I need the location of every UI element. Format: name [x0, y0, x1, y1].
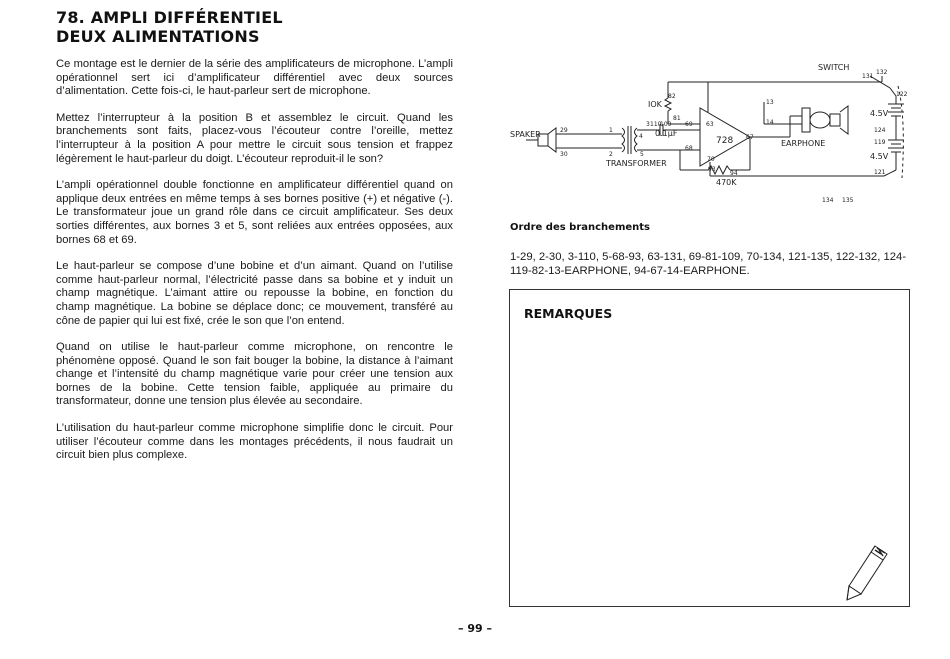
- remarks-heading: REMARQUES: [524, 306, 613, 321]
- terminal-2: 2: [609, 151, 613, 158]
- opamp-label: 728: [716, 136, 734, 146]
- body-text-column: [56, 58, 453, 476]
- terminal-119: 119: [874, 139, 886, 146]
- terminal-3: 3: [646, 121, 650, 128]
- battery-top-label: 4.5V: [870, 109, 889, 118]
- paragraph-speaker: Le haut-parleur se compose d’une bobine et d’un aimant. Quand on l’utilise comme haut-parleur normal, l’électricité passe dans sa bobine et y induit un champ magnétique. L’aimant attire ou repousse la bobine, en fonction du champ magnétique. La bobine se déplace donc; ce mouvement, transféré au cône de papier qui lui est fixé, crée le son que l’on entend.: [56, 260, 453, 327]
- terminal-67: 67: [746, 134, 754, 141]
- switch-label: SWITCH: [818, 63, 850, 72]
- terminal-124: 124: [874, 127, 886, 134]
- terminal-81: 81: [673, 115, 681, 122]
- resistor-470k-label: 470K: [716, 178, 737, 187]
- title-line-2: DEUX ALIMENTATIONS: [56, 27, 260, 46]
- terminal-5: 5: [640, 151, 644, 158]
- page-title: [56, 8, 283, 46]
- paragraph-microphone: Quand on utilise le haut-parleur comme microphone, on rencontre le phénomène opposé. Quand le son fait bouger la bobine, la distance à l’aimant change et l’intensité du champ magnétique varie pour créer une tension aux bornes de la bobine. Cette tension faible, appliquée au primaire du transformateur, donne une tension plus élevée au secondaire.: [56, 341, 453, 408]
- terminal-1: 1: [609, 127, 613, 134]
- terminal-93: 93: [708, 166, 716, 173]
- page-number: – 99 –: [458, 622, 492, 635]
- terminal-131: 131: [862, 73, 874, 80]
- speaker-label: SPAKER: [510, 130, 541, 139]
- terminal-132: 132: [876, 69, 888, 76]
- terminal-4: 4: [639, 133, 643, 140]
- terminal-110: 110: [650, 121, 662, 128]
- terminal-14: 14: [766, 119, 774, 126]
- terminal-94: 94: [730, 170, 738, 177]
- circuit-diagram: [510, 58, 908, 208]
- terminal-68: 68: [685, 145, 693, 152]
- terminal-30: 30: [560, 151, 568, 158]
- terminal-13: 13: [766, 99, 774, 106]
- terminal-82: 82: [668, 93, 676, 100]
- remarks-box: [509, 289, 910, 607]
- connections-list: 1-29, 2-30, 3-110, 5-68-93, 63-131, 69-81-109, 70-134, 121-135, 122-132, 124-119-82-13-EARPHONE, 94-67-14-EARPHONE.: [510, 251, 907, 277]
- terminal-134: 134: [822, 197, 834, 204]
- transformer-label: TRANSFORMER: [606, 159, 667, 168]
- paragraph-conclusion: L’utilisation du haut-parleur comme microphone simplifie donc le circuit. Pour utiliser l’écouteur comme dans les montages précédents, il nous faudrait un circuit bien plus complexe.: [56, 422, 453, 462]
- terminal-70: 70: [707, 156, 715, 163]
- battery-bottom-label: 4.5V: [870, 152, 889, 161]
- terminal-122: 122: [896, 91, 908, 98]
- capacitor-label: 0.1μF: [655, 129, 678, 138]
- terminal-29: 29: [560, 127, 568, 134]
- terminal-63: 63: [706, 121, 714, 128]
- connections-heading: Ordre des branchements: [510, 222, 650, 233]
- terminal-135: 135: [842, 197, 854, 204]
- pencil-icon: [841, 544, 891, 602]
- paragraph-instructions: Mettez l’interrupteur à la position B et assemblez le circuit. Quand les branchements sont faits, placez-vous l’écouteur contre l’oreille, mettez l’interrupteur à la position A pour mettre le circuit sous tension et frappez légèrement le haut-parleur du doigt. L’écouteur reproduit-il le son?: [56, 111, 453, 165]
- paragraph-differential: L’ampli opérationnel double fonctionne en amplificateur différentiel quand on applique deux entrées en même temps à ses bornes positive (+) et négative (-). Le transformateur joue un grand rôle dans ce circuit amplificateur. Ses deux sorties différentes, aux bornes 3 et 5, sont reliées aux entrées opposées, aux bornes 68 et 69.: [56, 179, 453, 246]
- terminal-121: 121: [874, 169, 886, 176]
- terminal-109: 109: [660, 121, 672, 128]
- title-line-1: 78. AMPLI DIFFÉRENTIEL: [56, 8, 283, 27]
- paragraph-intro: Ce montage est le dernier de la série des amplificateurs de microphone. L’ampli opérationnel sert ici d’amplificateur différentiel avec deux sources d’alimentation. Cette fois-ci, le haut-parleur sert de microphone.: [56, 58, 453, 98]
- resistor-10k-label: IOK: [648, 100, 662, 109]
- earphone-label: EARPHONE: [781, 139, 826, 148]
- terminal-69: 69: [685, 121, 693, 128]
